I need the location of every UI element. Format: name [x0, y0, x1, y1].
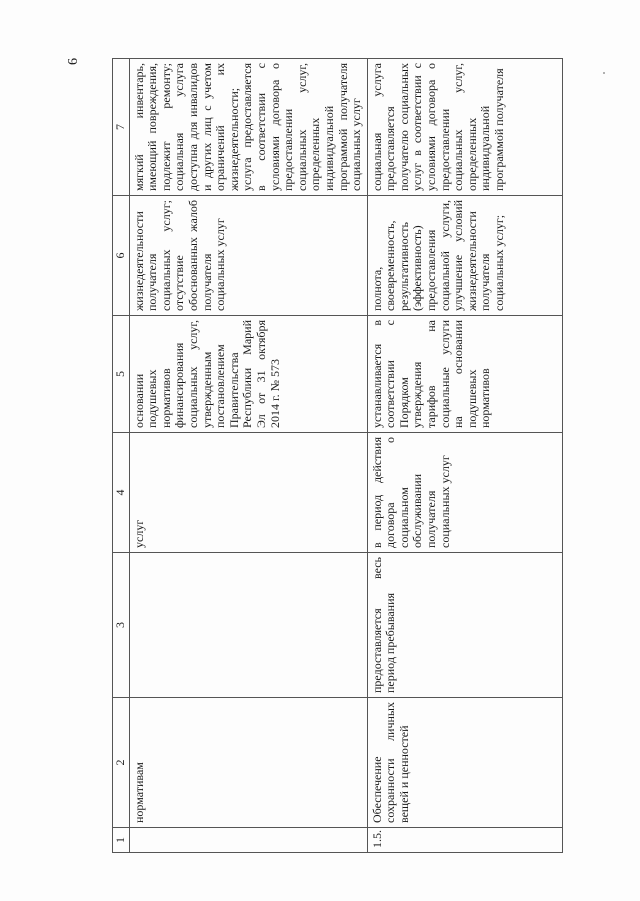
frequency-cell: предоставляется весь период пребывания — [367, 553, 562, 698]
row-number-cell: 1.5. — [367, 828, 562, 853]
term-cell: услуг — [129, 433, 367, 553]
conditions-cell: мягкий инвентарь, имеющий повреждения, подлежит ремонту; социальная услуга доступна для инвалидов и других лиц с учетом ограничений их жизнедеятельности; услуга предоставляется в соответствии с условиями договора о предоставлении социальных услуг, определенных индивидуальной программой получателя социальных услуг — [129, 59, 367, 196]
header-cell: 2 — [113, 698, 130, 828]
header-cell: 3 — [113, 553, 130, 698]
services-table — [112, 58, 563, 853]
quality-indicators-cell: жизнедеятельности получателя социальных услуг; отсутствие обоснованных жалоб получателя социальных услуг — [129, 196, 367, 316]
header-cell: 7 — [113, 59, 130, 196]
service-name-cell: нормативам — [129, 698, 367, 828]
tariff-cell: устанавливается в соответствии с Порядком утверждения тарифов на социальные услуги на основании подушевых нормативов — [367, 316, 562, 433]
header-cell: 1 — [113, 828, 130, 853]
page-number: 6 — [66, 58, 81, 65]
scan-speck — [603, 72, 605, 74]
table-header-row — [113, 59, 130, 853]
service-name-cell: Обеспечение сохранности личных вещей и ценностей — [367, 698, 562, 828]
table-row — [367, 59, 562, 853]
frequency-cell — [129, 553, 367, 698]
header-cell: 5 — [113, 316, 130, 433]
table-row — [129, 59, 367, 853]
term-cell: в период действия договора о социальном обслуживании получателя социальных услуг — [367, 433, 562, 553]
tariff-cell: основании подушевых нормативов финансирования социальных услуг, утвержденным постановлением Правительства Республики Марий Эл от 31 октября 2014 г. № 573 — [129, 316, 367, 433]
header-cell: 4 — [113, 433, 130, 553]
header-cell: 6 — [113, 196, 130, 316]
quality-indicators-cell: полнота, своевременность, результативность (эффективность) предоставления социальной услуги, улучшение условий жизнедеятельности получателя социальных услуг; — [367, 196, 562, 316]
conditions-cell: социальная услуга предоставляется получателю социальных услуг в соответствии с условиями договора о предоставлении социальных услуг, определенных индивидуальной программой получателя — [367, 59, 562, 196]
row-number-cell — [129, 828, 367, 853]
